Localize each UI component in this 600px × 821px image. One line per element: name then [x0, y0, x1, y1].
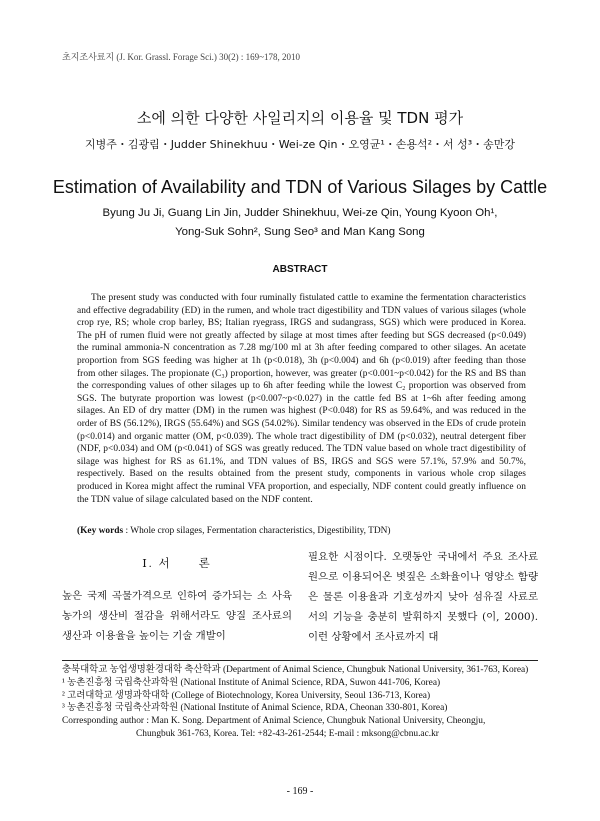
- section-heading-introduction: Ⅰ. 서 론: [142, 558, 212, 570]
- korean-title: 소에 의한 다양한 사일리지의 이용율 및 TDN 평가: [136, 109, 464, 127]
- footnote-corresponding-line-1: Corresponding author : Man K. Song. Department of Animal Science, Chungbuk National University, Cheongju,: [62, 716, 486, 727]
- english-authors-line-2: Yong-Suk Sohn², Sung Seo³ and Man Kang Song: [175, 226, 425, 238]
- keywords-text: : Whole crop silages, Fermentation characteristics, Digestibility, TDN): [123, 526, 391, 536]
- intro-left-column: 높은 국제 곡물가격으로 인하여 증가되는 소 사육 농가의 생산비 절감을 위해서라도 양질 조사료의 생산과 이용율을 높이는 기술 개발이: [62, 590, 292, 642]
- english-authors-line-1: Byung Ju Ji, Guang Lin Jin, Judder Shinekhuu, Wei-ze Qin, Young Kyoon Oh¹,: [102, 207, 498, 219]
- abstract-body: The present study was conducted with four ruminally fistulated cattle to examine the fermentation characteristics and effective degradability (ED) in the rumen, and whole tract digestibility and TDN values of various silages (whole crop rye, RS; whole crop barley, BS; Italian ryegrass, IRGS and sudangrass, SGS) which were produced in Korea. The pH of rumen fluid were not greatly affected by silage at most times after feeding but SGS decreased (p<0.049) the ruminal ammonia-N concentration as 7.28 mg/100 ml at 3h after feeding compared to other silages. An acetate proportion from SGS feeding was higher at 1h (p<0.018), 3h (p<0.004) and 6h (p<0.019) after feeding than those from other silages. The propionate (C₃) proportion, however, was greater (p<0.001~p<0.042) for the RS and BS than the corresponding values of other silages up to 6h after feeding while the lowest C₂ proportion was observed from SGS. The butyrate proportion was lowest (p<0.007~p<0.027) in the cattle fed BS at 1~6h after feeding among silages. An ED of dry matter (DM) in the rumen was highest (P<0.048) for RS as 59.64%, and was reduced in the order of BS (56.12%), IRGS (55.64%) and SGS (54.02%). Similar tendency was observed in the EDs of crude protein (p<0.014) and organic matter (OM, p<0.039). The whole tract digestibility of DM (p<0.032), neutral detergent fiber (NDF, p<0.034) and OM (p<0.041) of SGS was greatly reduced. The TDN value based on whole tract digestibility of silage was highest for RS as 61.1%, and TDN values of BS, IRGS and SGS were 57.1%, 57.9% and 50.7%, respectively. Based on the results obtained from the present study, components in various whole crop silages produced in Korea might affect the ruminal VFA proportion, and especially, NDF content could greatly influence on the TDN value of silage calculated based on the NDF content.: [77, 293, 526, 505]
- footnote-corresponding-line-2: Chungbuk 361-763, Korea. Tel: +82-43-261-2544; E-mail : mksong@cbnu.ac.kr: [136, 728, 439, 739]
- keywords: [77, 526, 526, 536]
- page-number: - 169 -: [286, 786, 314, 797]
- abstract-heading: ABSTRACT: [272, 264, 328, 275]
- keywords-label: (Key words: [77, 526, 124, 536]
- footnote-affiliation-1: ¹ 농촌진흥청 국립축산과학원 (National Institute of Animal Science, RDA, Suwon 441-706, Korea): [62, 677, 441, 688]
- english-authors: [60, 204, 540, 242]
- footnote-affiliation-main: 충북대학교 농업생명환경대학 축산학과 (Department of Animal Science, Chungbuk National University, 361-763, Korea): [62, 665, 529, 675]
- journal-header: 초지조사료지 (J. Kor. Grassl. Forage Sci.) 30(2) : 169~178, 2010: [62, 52, 301, 62]
- intro-right-column: 필요한 시점이다. 오랫동안 국내에서 주요 조사료 원으로 이용되어온 볏짚은 소화율이나 영양소 함량은 물론 이용율과 기호성까지 낮아 섬유질 사료로서의 기능을 충분히 발휘하지 못했다 (이, 2000). 이런 상황에서 조사료까지 대: [308, 551, 538, 643]
- footnote-affiliation-2: ² 고려대학교 생명과학대학 (College of Biotechnology, Korea University, Seoul 136-713, Korea): [62, 690, 431, 701]
- footnote-divider: [62, 660, 538, 661]
- footnote-affiliation-3: ³ 농촌진흥청 국립축산과학원 (National Institute of Animal Science, RDA, Cheonan 330-801, Korea): [62, 703, 448, 714]
- korean-authors: 지병주・김광림・Judder Shinekhuu・Wei-ze Qin・오영균¹・손용석²・서 성³・송만강: [84, 138, 516, 151]
- footnotes: [62, 664, 538, 741]
- english-title: Estimation of Availability and TDN of Various Silages by Cattle: [52, 177, 548, 197]
